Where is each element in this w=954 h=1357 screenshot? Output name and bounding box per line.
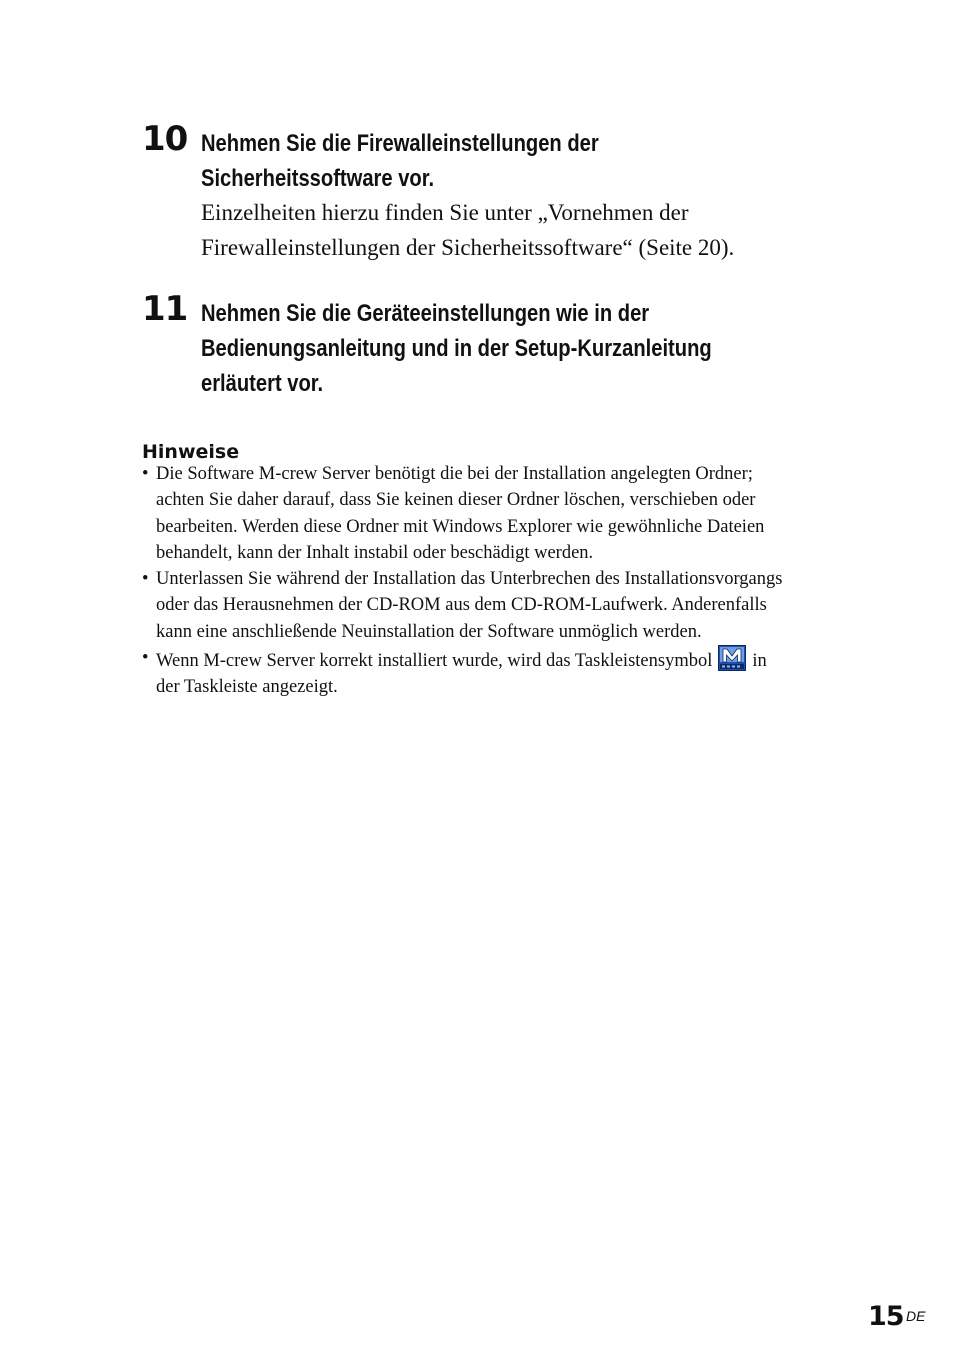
page-language-suffix: DE [906,1308,926,1324]
notes-heading: Hinweise [142,441,240,463]
step-title-line: Nehmen Sie die Firewalleinstellungen der [201,130,599,157]
bullet: • [142,464,149,484]
note-item [142,645,882,701]
page-number: 15 [868,1301,904,1332]
step-title-line: erläutert vor. [201,370,324,397]
note-line: der Taskleiste angezeigt. [156,677,338,698]
step-title [201,296,873,401]
step-title-line: Nehmen Sie die Geräteeinstellungen wie in der [201,300,650,327]
step-body [201,195,881,265]
notes-list [142,461,882,701]
step-number: 11 [142,289,188,329]
bullet: • [142,648,149,669]
note-line: oder das Herausnehmen der CD-ROM aus dem CD-ROM-Laufwerk. Anderenfalls [156,595,767,616]
note-line: kann eine anschließende Neuinstallation der Software unmöglich werden. [156,621,702,642]
m-crew-tray-icon [718,645,746,671]
note-line: behandelt, kann der Inhalt instabil oder beschädigt werden. [156,542,594,563]
step-number: 10 [142,119,188,159]
note-text: Wenn M-crew Server korrekt installiert wurde, wird das Taskleistensymbol [156,651,713,672]
note-line [156,645,882,674]
step-title-line: Sicherheitssoftware vor. [201,165,435,192]
note-text: in [752,651,767,672]
step-body-line: Einzelheiten hierzu finden Sie unter „Vornehmen der [201,200,689,225]
note-item [142,461,882,566]
bullet: • [142,569,149,590]
note-line: achten Sie daher darauf, dass Sie keinen dieser Ordner löschen, verschieben oder [156,490,756,511]
step-title-line: Bedienungsanleitung und in der Setup-Kurzanleitung [201,335,712,362]
note-item [142,566,882,645]
note-line: bearbeiten. Werden diese Ordner mit Windows Explorer wie gewöhnliche Dateien [156,516,765,537]
note-line: Unterlassen Sie während der Installation das Unterbrechen des Installationsvorgangs [156,569,783,590]
note-line: Die Software M-crew Server benötigt die bei der Installation angelegten Ordner; [156,464,753,484]
step-body-line: Firewalleinstellungen der Sicherheitssoftware“ (Seite 20). [201,235,735,260]
step-title [201,126,873,196]
